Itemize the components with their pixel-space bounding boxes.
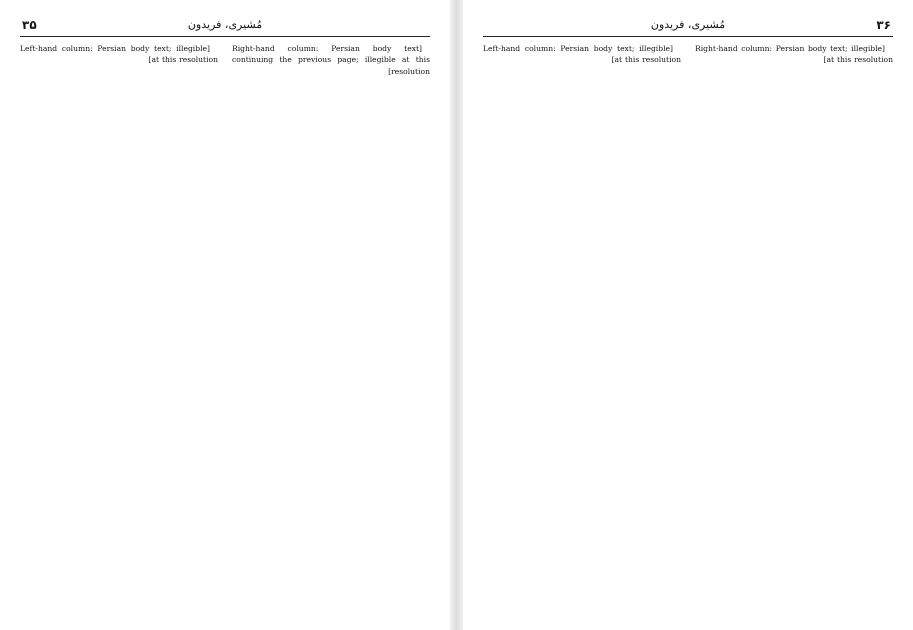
running-title: مُشیری، فریدون [187, 18, 263, 31]
page-header [20, 16, 430, 37]
text-column [695, 43, 893, 630]
text-column [20, 43, 218, 630]
page-number: ۳۵ [22, 18, 37, 32]
paragraph: [Right-hand column: Persian body text continuing the previous page; illegible at this resolution] [232, 44, 430, 76]
page-header [483, 16, 893, 37]
paragraph: [Right-hand column: Persian body text; illegible at this resolution] [695, 44, 893, 65]
book-gutter [450, 0, 463, 630]
text-columns [20, 43, 430, 630]
text-column [232, 43, 430, 630]
left-page [0, 0, 450, 630]
text-columns [483, 43, 893, 630]
running-title: مُشیری، فریدون [650, 18, 726, 31]
page-number: ۳۶ [876, 18, 891, 32]
paragraph: [Left-hand column: Persian body text; illegible at this resolution] [20, 44, 218, 65]
paragraph: [Left-hand column: Persian body text; illegible at this resolution] [483, 44, 681, 65]
right-page [463, 0, 913, 630]
text-column [483, 43, 681, 630]
